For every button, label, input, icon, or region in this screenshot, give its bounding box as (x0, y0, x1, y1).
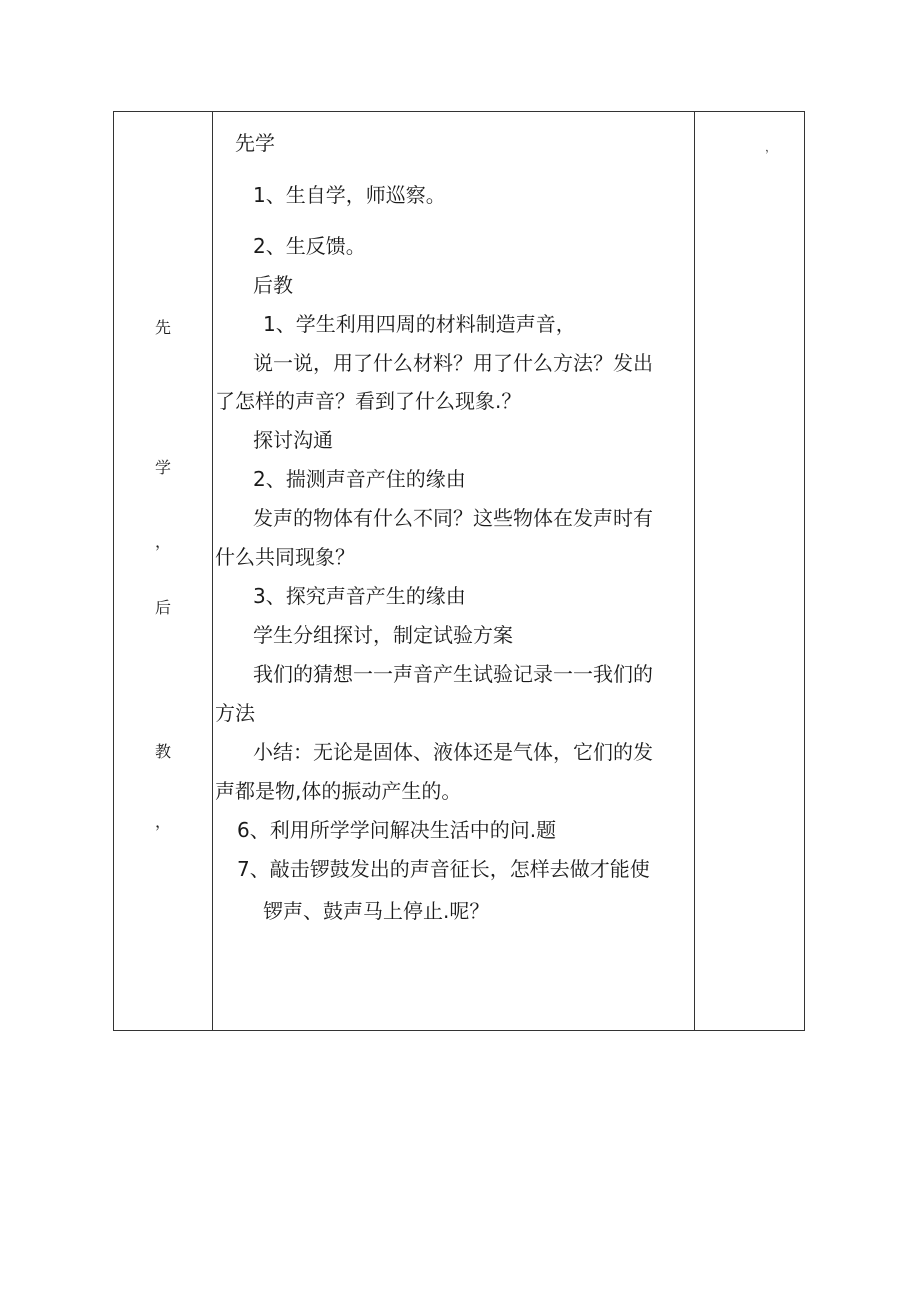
column-divider-right (694, 112, 695, 1030)
content-line: 我们的猜想一一声音产生试验记录一一我们的 (253, 662, 653, 686)
content-line: 探讨沟通 (253, 428, 333, 452)
content-line: 说一说，用了什么材料？用了什么方法？发出 (253, 351, 653, 375)
stage-char-6: ， (154, 812, 171, 831)
content-line: 7、敲击锣鼓发出的声音征长，怎样去做才能使 (237, 857, 650, 881)
lesson-table (113, 111, 805, 1031)
content-line: 发声的物体有什么不同？这些物体在发声时有 (253, 506, 653, 530)
notes-cell-mark: ， (765, 140, 778, 154)
content-line: 2、揣测声音产住的缘由 (253, 467, 466, 491)
content-line: 方法 (215, 701, 255, 725)
stage-label-cell (114, 112, 212, 1030)
content-line: 什么共同现象？ (215, 545, 355, 569)
content-line: 1、学生利用四周的材料制造声音， (263, 312, 576, 336)
content-line: 3、探究声音产生的缘由 (253, 584, 466, 608)
heading-houjiao: 后教 (253, 273, 293, 297)
heading-xianxue: 先学 (235, 131, 275, 155)
stage-char-3: ， (154, 532, 171, 551)
stage-char-1: 先 (154, 318, 171, 337)
stage-char-5: 教 (154, 742, 171, 761)
lesson-content-cell (213, 112, 694, 1030)
content-line: 6、利用所学学问解决生活中的问.题 (237, 818, 557, 842)
content-line: 声都是物,体的振动产生的。 (215, 779, 462, 803)
content-line: 锣声、鼓声马上停止.呢？ (263, 899, 490, 923)
stage-char-2: 学 (154, 458, 171, 477)
content-line: 了怎样的声音？看到了什么现象.？ (215, 389, 522, 413)
stage-char-4: 后 (154, 598, 171, 617)
content-line: 小结：无论是固体、液体还是气体，它们的发 (253, 740, 653, 764)
content-line: 学生分组探讨，制定试验方案 (253, 623, 513, 647)
content-line: 2、生反馈。 (253, 234, 366, 258)
content-line: 1、生自学，师巡察。 (253, 183, 446, 207)
